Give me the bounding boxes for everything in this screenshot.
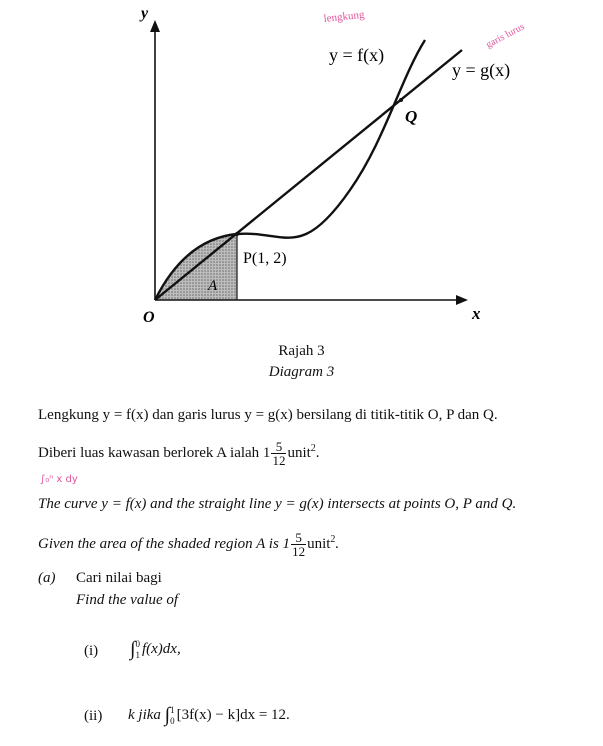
hand-note-curve: lengkung: [323, 8, 366, 25]
question-ms-line2-pre: Diberi luas kawasan berlorek A ialah 1: [38, 444, 271, 461]
part-a-i-integral: [130, 636, 181, 661]
part-a-ii-integral: [128, 702, 290, 727]
part-a-ii-expr: [3f(x) − k]dx = 12.: [176, 707, 290, 723]
integral-sign: ∫: [130, 638, 136, 660]
line-label: y = g(x): [452, 60, 511, 80]
diagram-3: [0, 0, 603, 340]
question-ms-line2: Diberi luas kawasan berlorek A ialah 1 $\frac{5}{12}$ unit$^2$.: [38, 439, 320, 468]
part-a-i-label: (i): [84, 643, 99, 659]
question-ms-line1: Lengkung y = f(x) dan garis lurus y = g(x) bersilang di titik-titik O, P dan Q.: [38, 407, 498, 423]
part-a-i-expr: f(x)dx,: [141, 641, 181, 657]
origin-label: O: [143, 309, 155, 326]
part-a-ii-pre: k jika: [128, 707, 161, 723]
axis-x-label: x: [472, 304, 481, 323]
part-a-ii-label: (ii): [84, 708, 103, 724]
hand-note-line: garis lurus: [484, 21, 527, 51]
point-q: [399, 98, 403, 102]
integral-limits-i: 0 1: [135, 638, 140, 660]
curve-label: y = f(x): [329, 45, 385, 65]
question-en-line2-pre: Given the area of the shaded region A is 1: [38, 535, 291, 552]
point-q-label: Q: [405, 107, 418, 126]
point-p-label: P(1, 2): [243, 250, 287, 267]
part-a-en: Find the value of: [76, 592, 179, 608]
diagram-caption-en: Diagram 3: [268, 364, 335, 380]
point-p: [235, 232, 239, 236]
line-g: [155, 50, 462, 300]
question-en-line1: The curve y = f(x) and the straight line y = g(x) intersects at points O, P and Q.: [38, 496, 517, 512]
y-axis-arrow: [150, 20, 160, 32]
integral-sign-ii: ∫: [164, 704, 171, 726]
part-a-label: (a): [38, 570, 56, 586]
question-en-line2-unit: unit: [307, 535, 331, 552]
question-en-line2: Given the area of the shaded region A is 1 $\frac{5}{12}$ unit$^2$.: [38, 530, 340, 559]
x-axis-arrow: [456, 295, 468, 305]
region-a-label: A: [208, 278, 218, 294]
hand-integral-note: ∫₀ⁿ x dy: [40, 474, 78, 485]
question-ms-line2-unit: unit: [287, 444, 311, 461]
axis-y-label: y: [141, 5, 149, 22]
fraction-5-12-en: $\frac{5}{12}$: [292, 530, 306, 559]
part-a-ms: Cari nilai bagi: [76, 570, 162, 586]
fraction-5-12: $\frac{5}{12}$: [272, 439, 286, 468]
integral-limits-ii: 1 0: [170, 704, 175, 726]
diagram-caption-ms: Rajah 3: [278, 343, 325, 359]
